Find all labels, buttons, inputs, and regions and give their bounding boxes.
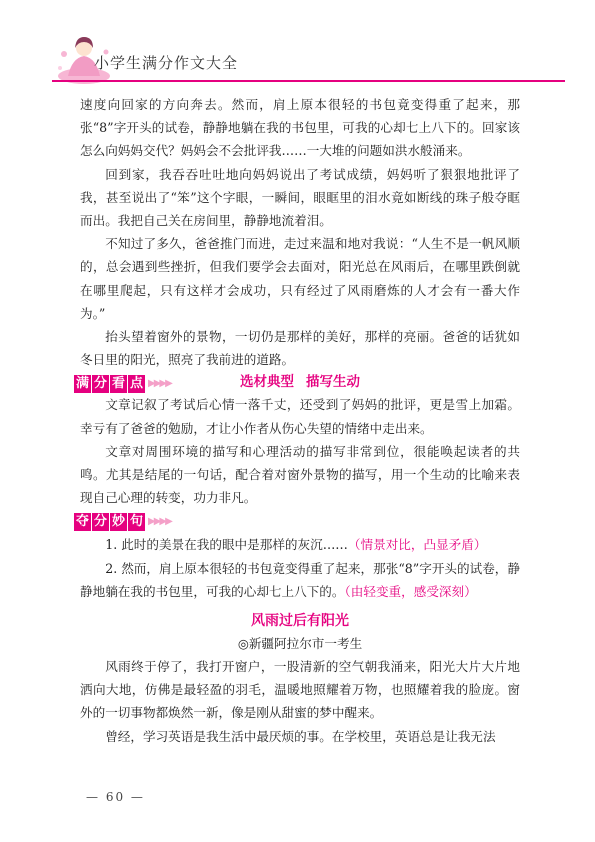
ribbon-char: 夺 <box>75 513 89 529</box>
ribbon-char: 分 <box>93 375 107 391</box>
ribbon-char: 看 <box>111 375 125 391</box>
header-divider <box>52 80 565 82</box>
sentence-note: （由轻变重，感受深刻） <box>344 583 477 599</box>
ribbon-char: 分 <box>93 513 107 529</box>
ribbon-char: 满 <box>75 375 89 391</box>
body-paragraph: 不知过了多久，爸爸推门而进，走过来温和地对我说：“人生不是一帆风顺的，总会遇到些挫折，但我们要学会去面对，阳光总在风雨后，在哪里跌倒就在哪里爬起，只有这样才会成功，只有经过了风雨磨炼的人才会有一番大作为。” <box>80 236 520 321</box>
section-ribbon-highlights <box>74 373 520 395</box>
section-title-right: 描写生动 <box>306 374 360 391</box>
ribbon-char: 句 <box>129 513 143 529</box>
arrow-decoration-icon: ▶▶▶▶ <box>148 516 171 528</box>
page-header <box>0 0 595 88</box>
book-title: 小学生满分作文大全 <box>94 54 239 72</box>
essay-paragraph: 曾经，学习英语是我生活中最厌烦的事。在学校里，英语总是让我无法 <box>105 728 496 744</box>
body-paragraph: 回到家，我吞吞吐吐地向妈妈说出了考试成绩，妈妈听了狠狠地批评了我，甚至说出了“笨”这个字眼，一瞬间，眼眶里的泪水竟如断线的珠子般夺眶而出。我把自己关在房间里，静静地流着泪。 <box>80 166 520 229</box>
page-content <box>75 93 520 748</box>
ribbon-char: 点 <box>129 375 143 391</box>
ribbon-char: 妙 <box>111 513 125 529</box>
section-title-left: 选材典型 <box>240 374 294 391</box>
sentence-text: 1. 此时的美景在我的眼中是那样的灰沉…… <box>105 537 348 553</box>
body-paragraph: 抬头望着窗外的景物，一切仍是那样的美好，那样的亮丽。爸爸的话犹如冬日里的阳光，照亮了我前进的道路。 <box>80 329 520 368</box>
sentence-item <box>80 533 520 556</box>
body-paragraph: 速度向回家的方向奔去。然而，肩上原本很轻的书包竟变得重了起来，那张“8”字开头的试卷，静静地躺在我的书包里，可我的心却七上八下的。回家该怎么向妈妈交代？妈妈会不会批评我……一大堆的问题如洪水般涌来。 <box>80 97 520 159</box>
commentary-paragraph: 文章对周围环境的描写和心理活动的描写非常到位，很能唤起读者的共鸣。尤其是结尾的一句话，配合着对窗外景物的描写，用一个生动的比喻来表现自己心理的转变，功力非凡。 <box>80 443 520 506</box>
essay-author: ◎新疆阿拉尔市一考生 <box>237 636 363 652</box>
sentence-note: （情景对比，凸显矛盾） <box>347 537 487 553</box>
sentence-item <box>80 557 520 603</box>
essay-title: 风雨过后有阳光 <box>251 613 349 630</box>
section-ribbon-sentences <box>74 511 520 533</box>
commentary-paragraph: 文章记叙了考试后心情一落千丈，还受到了妈妈的批评，更是雪上加霜。幸亏有了爸爸的勉励，才让小作者从伤心失望的情绪中走出来。 <box>80 397 520 436</box>
page-number: — 60 — <box>86 790 145 804</box>
sentence-text: 2. 然而，肩上原本很轻的书包竟变得重了起来，那张“8”字开头的试卷，静静地躺在我的书包里，可我的心却七上八下的。 <box>80 560 520 599</box>
essay-paragraph: 风雨终于停了，我打开窗户，一股清新的空气朝我涌来，阳光大片大片地洒向大地，仿佛是最轻盈的羽毛，温暖地照耀着万物，也照耀着我的脸庞。窗外的一切事物都焕然一新，像是刚从甜蜜的梦中醒来。 <box>80 659 520 721</box>
arrow-decoration-icon: ▶▶▶▶ <box>148 378 171 390</box>
